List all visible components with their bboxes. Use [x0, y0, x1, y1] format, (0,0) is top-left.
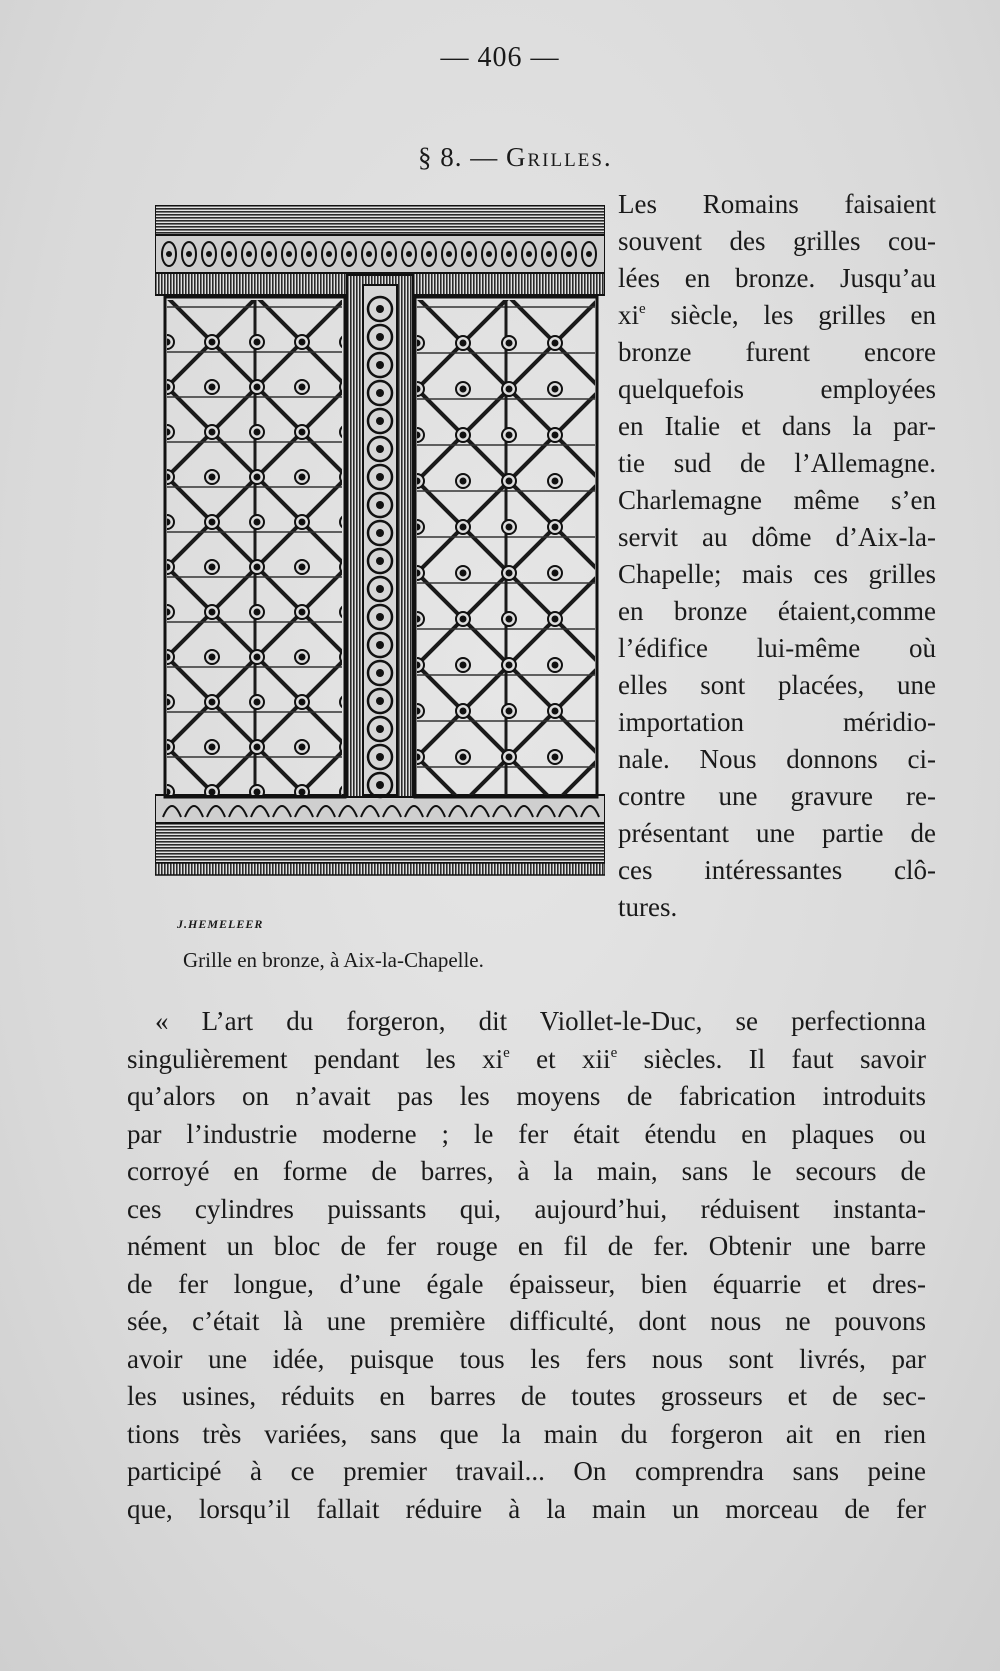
engraver-signature: J.HEMELEER [177, 917, 264, 931]
side-text-line: nale. Nous donnons ci- [618, 744, 936, 774]
side-text-line: contre une gravure re- [618, 781, 936, 811]
side-text-line: tie sud de l’Allemagne. [618, 448, 936, 478]
side-text-line: quelquefois employées [618, 374, 936, 404]
side-text-line: Charlemagne même s’en [618, 485, 936, 515]
side-text-line: en Italie et dans la par- [618, 411, 936, 441]
side-text-line: elles sont placées, une [618, 670, 936, 700]
side-text-line: en bronze étaient,comme [618, 596, 936, 626]
section-number: § 8. — [418, 142, 499, 172]
paragraph-line: corroyé en forme de barres, à la main, sans le secours de [127, 1156, 926, 1186]
line-fragment: et xii [509, 1043, 611, 1074]
paragraph-line: nément un bloc de fer rouge en fil de fer. Obtenir une barre [127, 1231, 926, 1261]
section-name: Grilles. [506, 142, 613, 172]
superscript: e [639, 301, 646, 317]
paragraph-line: que, lorsqu’il fallait réduire à la main un morceau de fer [127, 1493, 926, 1524]
side-text-line: Chapelle; mais ces grilles [618, 559, 936, 589]
side-text-line: lées en bronze. Jusqu’au [618, 263, 936, 293]
line-fragment: siècles. Il faut savoir [617, 1043, 926, 1074]
grille-illustration [155, 205, 605, 915]
paragraph-line: ces cylindres puissants qui, aujourd’hui, réduisent instanta- [127, 1193, 926, 1224]
paragraph-line: « L’art du forgeron, dit Viollet-le-Duc, se perfectionna [155, 1006, 926, 1036]
line-fragment: xi [618, 300, 640, 330]
paragraph-line: avoir une idée, puisque tous les fers nous sont livrés, par [127, 1343, 926, 1374]
grille-engraving [155, 205, 605, 931]
side-text-line: bronze furent encore [618, 337, 936, 367]
side-text-line: l’édifice lui-même où [618, 633, 936, 663]
line-fragment: singulièrement pendant les xi [127, 1043, 504, 1074]
paragraph-line: de fer longue, d’une égale épaisseur, bien équarrie et dres- [127, 1268, 926, 1299]
paragraph-line: qu’alors on n’avait pas les moyens de fabrication introduits [127, 1081, 926, 1111]
superscript: e [610, 1044, 618, 1061]
paragraph-line: sée, c’était là une première difficulté, dont nous ne pouvons [127, 1306, 926, 1336]
superscript: e [503, 1044, 510, 1061]
side-text-line: importation méridio- [618, 707, 936, 737]
page-number: — 406 — [440, 42, 560, 73]
paragraph-line: par l’industrie moderne ; le fer était étendu en plaques ou [127, 1118, 926, 1149]
paragraph-line [127, 1040, 926, 1078]
paragraph-line: participé à ce premier travail... On comprendra sans peine [127, 1456, 926, 1486]
side-text-line [618, 296, 936, 335]
side-text-line: tures. [618, 892, 678, 922]
side-text-line: servit au dôme d’Aix-la- [618, 522, 936, 552]
figure-caption: Grille en bronze, à Aix-la-Chapelle. [183, 948, 484, 972]
side-text-line: souvent des grilles cou- [618, 226, 936, 256]
side-text-line: Les Romains faisaient [618, 189, 936, 219]
side-text-line: ces intéressantes clô- [618, 855, 936, 885]
line-fragment: siècle, les grilles en [645, 300, 936, 330]
paragraph-line: les usines, réduits en barres de toutes grosseurs et de sec- [127, 1381, 926, 1411]
section-title [418, 142, 613, 173]
side-text-line: présentant une partie de [618, 818, 936, 848]
paragraph-line: tions très variées, sans que la main du forgeron ait en rien [127, 1418, 926, 1449]
